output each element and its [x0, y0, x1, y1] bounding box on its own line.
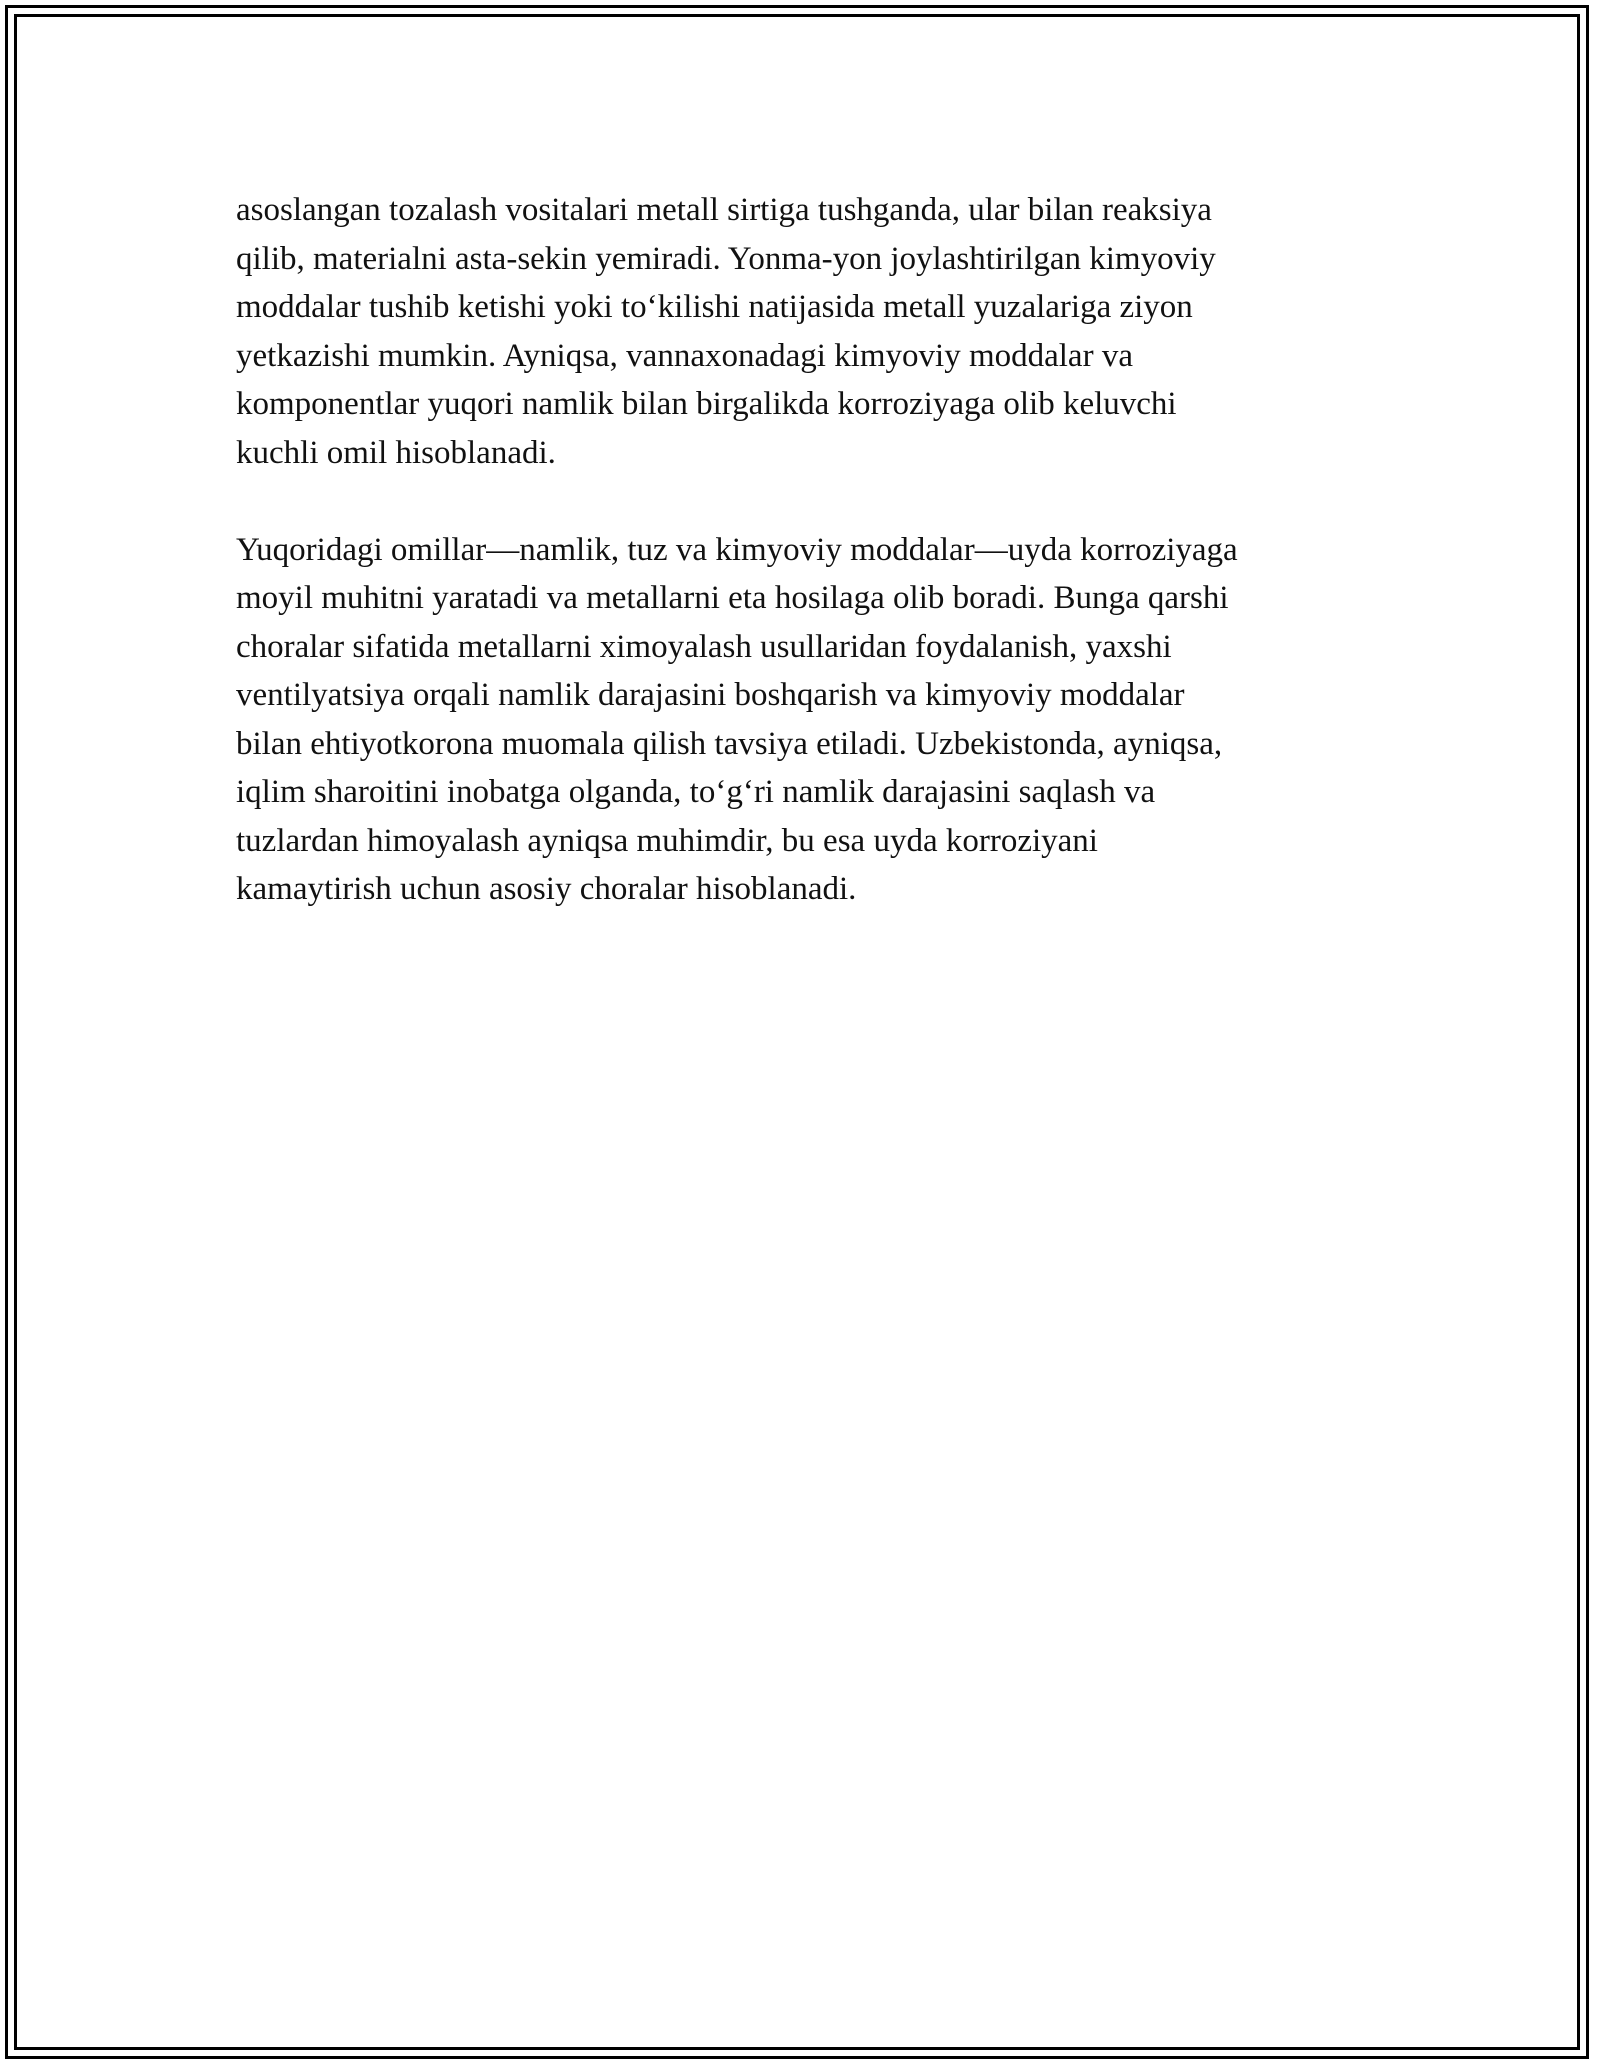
paragraph-2: Yuqoridagi omillar—namlik, tuz va kimyoviy moddalar—uyda korroziyaga moyil muhitni yaratadi va metallarni eta hosilaga olib boradi. Bunga qarshi choralar sifatida metallarni ximoyalash usullaridan foydalanish, yaxshi ventilyatsiya orqali namlik darajasini boshqarish va kimyoviy moddalar bilan ehtiyotkorona muomala qilish tavsiya etiladi. Uzbekistonda, ayniqsa, iqlim sharoitini inobatga olganda, to‘g‘ri namlik darajasini saqlash va tuzlardan himoyalash ayniqsa muhimdir, bu esa uyda korroziyani kamaytirish uchun asosiy choralar hisoblanadi. — [236, 531, 1238, 907]
paragraph-1: asoslangan tozalash vositalari metall sirtiga tushganda, ular bilan reaksiya qilib, materialni asta-sekin yemiradi. Yonma-yon joylashtirilgan kimyoviy moddalar tushib ketishi yoki to‘kilishi natijasida metall yuzalariga ziyon yetkazishi mumkin. Ayniqsa, vannaxonadagi kimyoviy moddalar va komponentlar yuqori namlik bilan birgalikda korroziyaga olib keluvchi kuchli omil hisoblanadi. — [236, 192, 1216, 471]
document-body — [236, 186, 1386, 914]
